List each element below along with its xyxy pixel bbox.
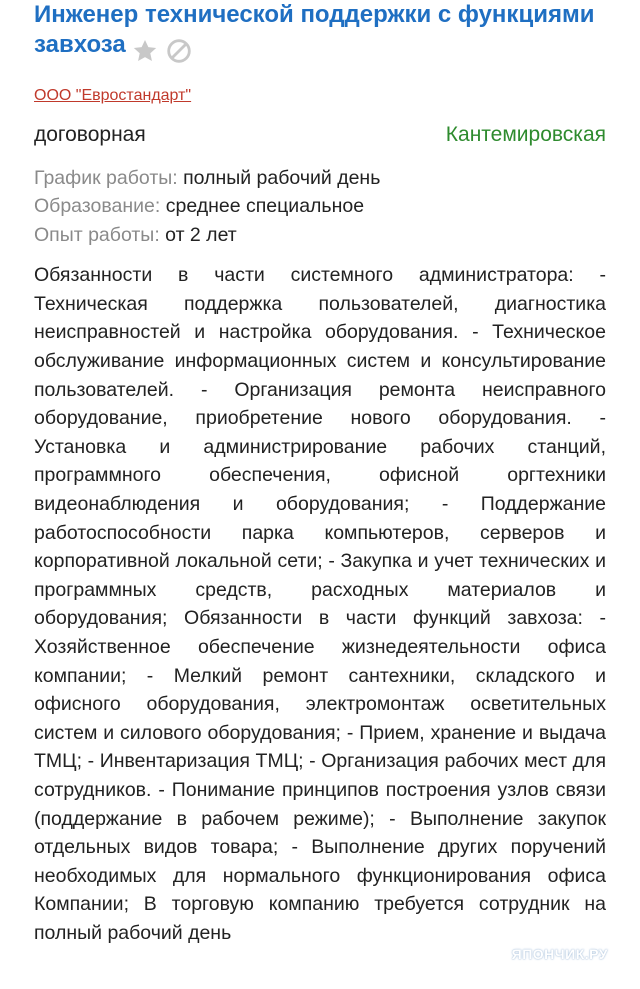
star-icon[interactable] <box>132 38 158 64</box>
title-row <box>34 0 606 64</box>
vacancy-description: Обязанности в части системного администратора: - Техническая поддержка пользователей, диагностика неисправностей и настройка оборудования. - Техническое обслуживание информационных систем и консультирование пользователей. - Организация ремонта неисправного оборудование, приобретение нового оборудования. - Установка и администрирование рабочих станций, программного обеспечения, офисной оргтехники видеонаблюдения и оборудования; - Поддержание работоспособности парка компьютеров, серверов и корпоративной локальной сети; - Закупка и учет технических и программных средств, расходных материалов и оборудования; Обязанности в части функций завхоза: - Хозяйственное обеспечение жизнедеятельности офиса компании; - Мелкий ремонт сантехники, складского и офисного оборудования, электромонтаж осветительных систем и силового оборудования; - Прием, хранение и выдача ТМЦ; - Инвентаризация ТМЦ; - Организация рабочих мест для сотрудников. - Понимание принципов построения узлов связи (поддержание в рабочем режиме); - Выполнение закупок отдельных видов товара; - Выполнение других поручений необходимых для нормального функционирования офиса Компании; В торговую компанию требуется сотрудник на полный рабочий день <box>34 264 606 944</box>
schedule-label: График работы: <box>34 166 178 189</box>
vacancy-title[interactable]: Инженер технической поддержки с функциями завхоза <box>34 1 595 58</box>
salary: договорная <box>34 122 146 146</box>
schedule-value: полный рабочий день <box>183 166 381 189</box>
education-label: Образование: <box>34 195 161 218</box>
company-link[interactable]: ООО "Евростандарт" <box>34 86 192 104</box>
education-value: среднее специальное <box>165 195 365 218</box>
metro-station[interactable]: Кантемировская <box>445 122 606 146</box>
experience-label: Опыт работы: <box>34 223 160 246</box>
block-icon[interactable] <box>166 38 192 64</box>
site-watermark: ЯПОНЧИК.РУ <box>511 946 608 962</box>
experience-value: от 2 лет <box>165 223 237 246</box>
vacancy-meta <box>34 164 606 250</box>
schedule-line <box>34 164 606 193</box>
experience-line <box>34 221 606 250</box>
salary-metro-row <box>34 120 606 150</box>
title-actions <box>132 38 200 64</box>
education-line <box>34 192 606 221</box>
